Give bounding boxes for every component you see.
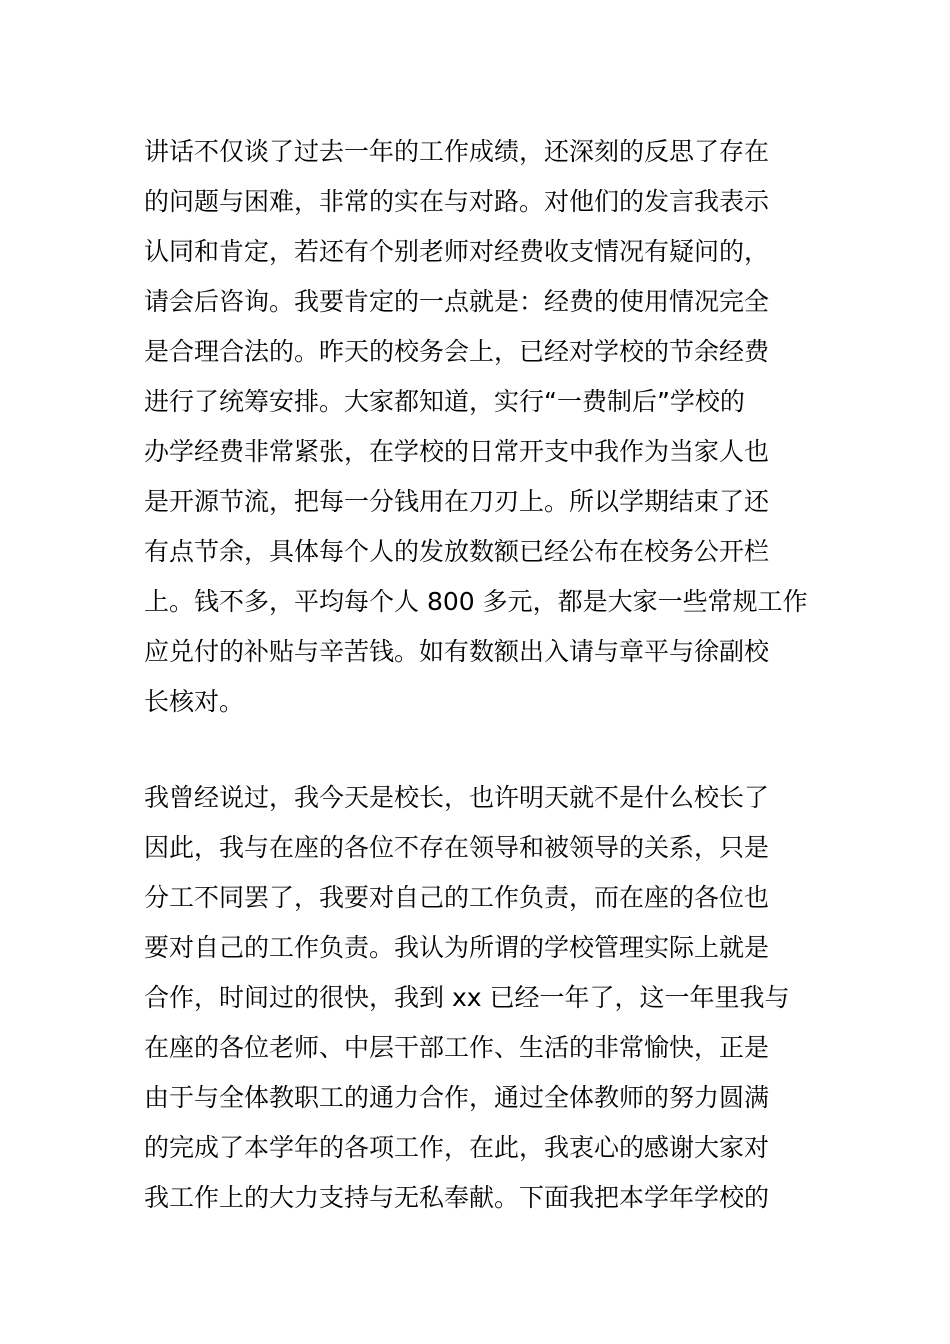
text-line: 在座的各位老师、中层干部工作、生活的非常愉快，正是 [144, 1033, 770, 1062]
paragraph-1 [144, 127, 814, 727]
text-line: 是开源节流，把每一分钱用在刀刃上。所以学期结束了还 [144, 487, 770, 516]
text-line: 分工不同罢了，我要对自己的工作负责，而在座的各位也 [144, 883, 770, 912]
text-line: 办学经费非常紧张，在学校的日常开支中我作为当家人也 [144, 437, 770, 466]
text-line: 讲话不仅谈了过去一年的工作成绩，还深刻的反思了存在 [144, 137, 770, 166]
text-line: 上。钱不多，平均每个人 800 多元，都是大家一些常规工作 [144, 587, 808, 616]
text-line: 由于与全体教职工的通力合作，通过全体教师的努力圆满 [144, 1083, 770, 1112]
text-line: 进行了统筹安排。大家都知道，实行“一费制后”学校的 [144, 387, 745, 416]
text-line: 我曾经说过，我今天是校长，也许明天就不是什么校长了 [144, 783, 770, 812]
text-line: 是合理合法的。昨天的校务会上，已经对学校的节余经费 [144, 337, 770, 366]
text-line: 我工作上的大力支持与无私奉献。下面我把本学年学校的 [144, 1183, 770, 1212]
text-line: 合作，时间过的很快，我到 xx 已经一年了，这一年里我与 [144, 983, 790, 1012]
paragraph-2 [144, 773, 814, 1223]
text-line: 的问题与困难，非常的实在与对路。对他们的发言我表示 [144, 187, 770, 216]
text-line: 长核对。 [144, 687, 245, 716]
text-line: 要对自己的工作负责。我认为所谓的学校管理实际上就是 [144, 933, 770, 962]
text-line: 认同和肯定，若还有个别老师对经费收支情况有疑问的， [144, 237, 770, 266]
text-line: 有点节余，具体每个人的发放数额已经公布在校务公开栏 [144, 537, 770, 566]
text-line: 请会后咨询。我要肯定的一点就是：经费的使用情况完全 [144, 287, 770, 316]
text-line: 的完成了本学年的各项工作，在此，我衷心的感谢大家对 [144, 1133, 770, 1162]
text-line: 因此，我与在座的各位不存在领导和被领导的关系，只是 [144, 833, 770, 862]
text-line: 应兑付的补贴与辛苦钱。如有数额出入请与章平与徐副校 [144, 637, 770, 666]
